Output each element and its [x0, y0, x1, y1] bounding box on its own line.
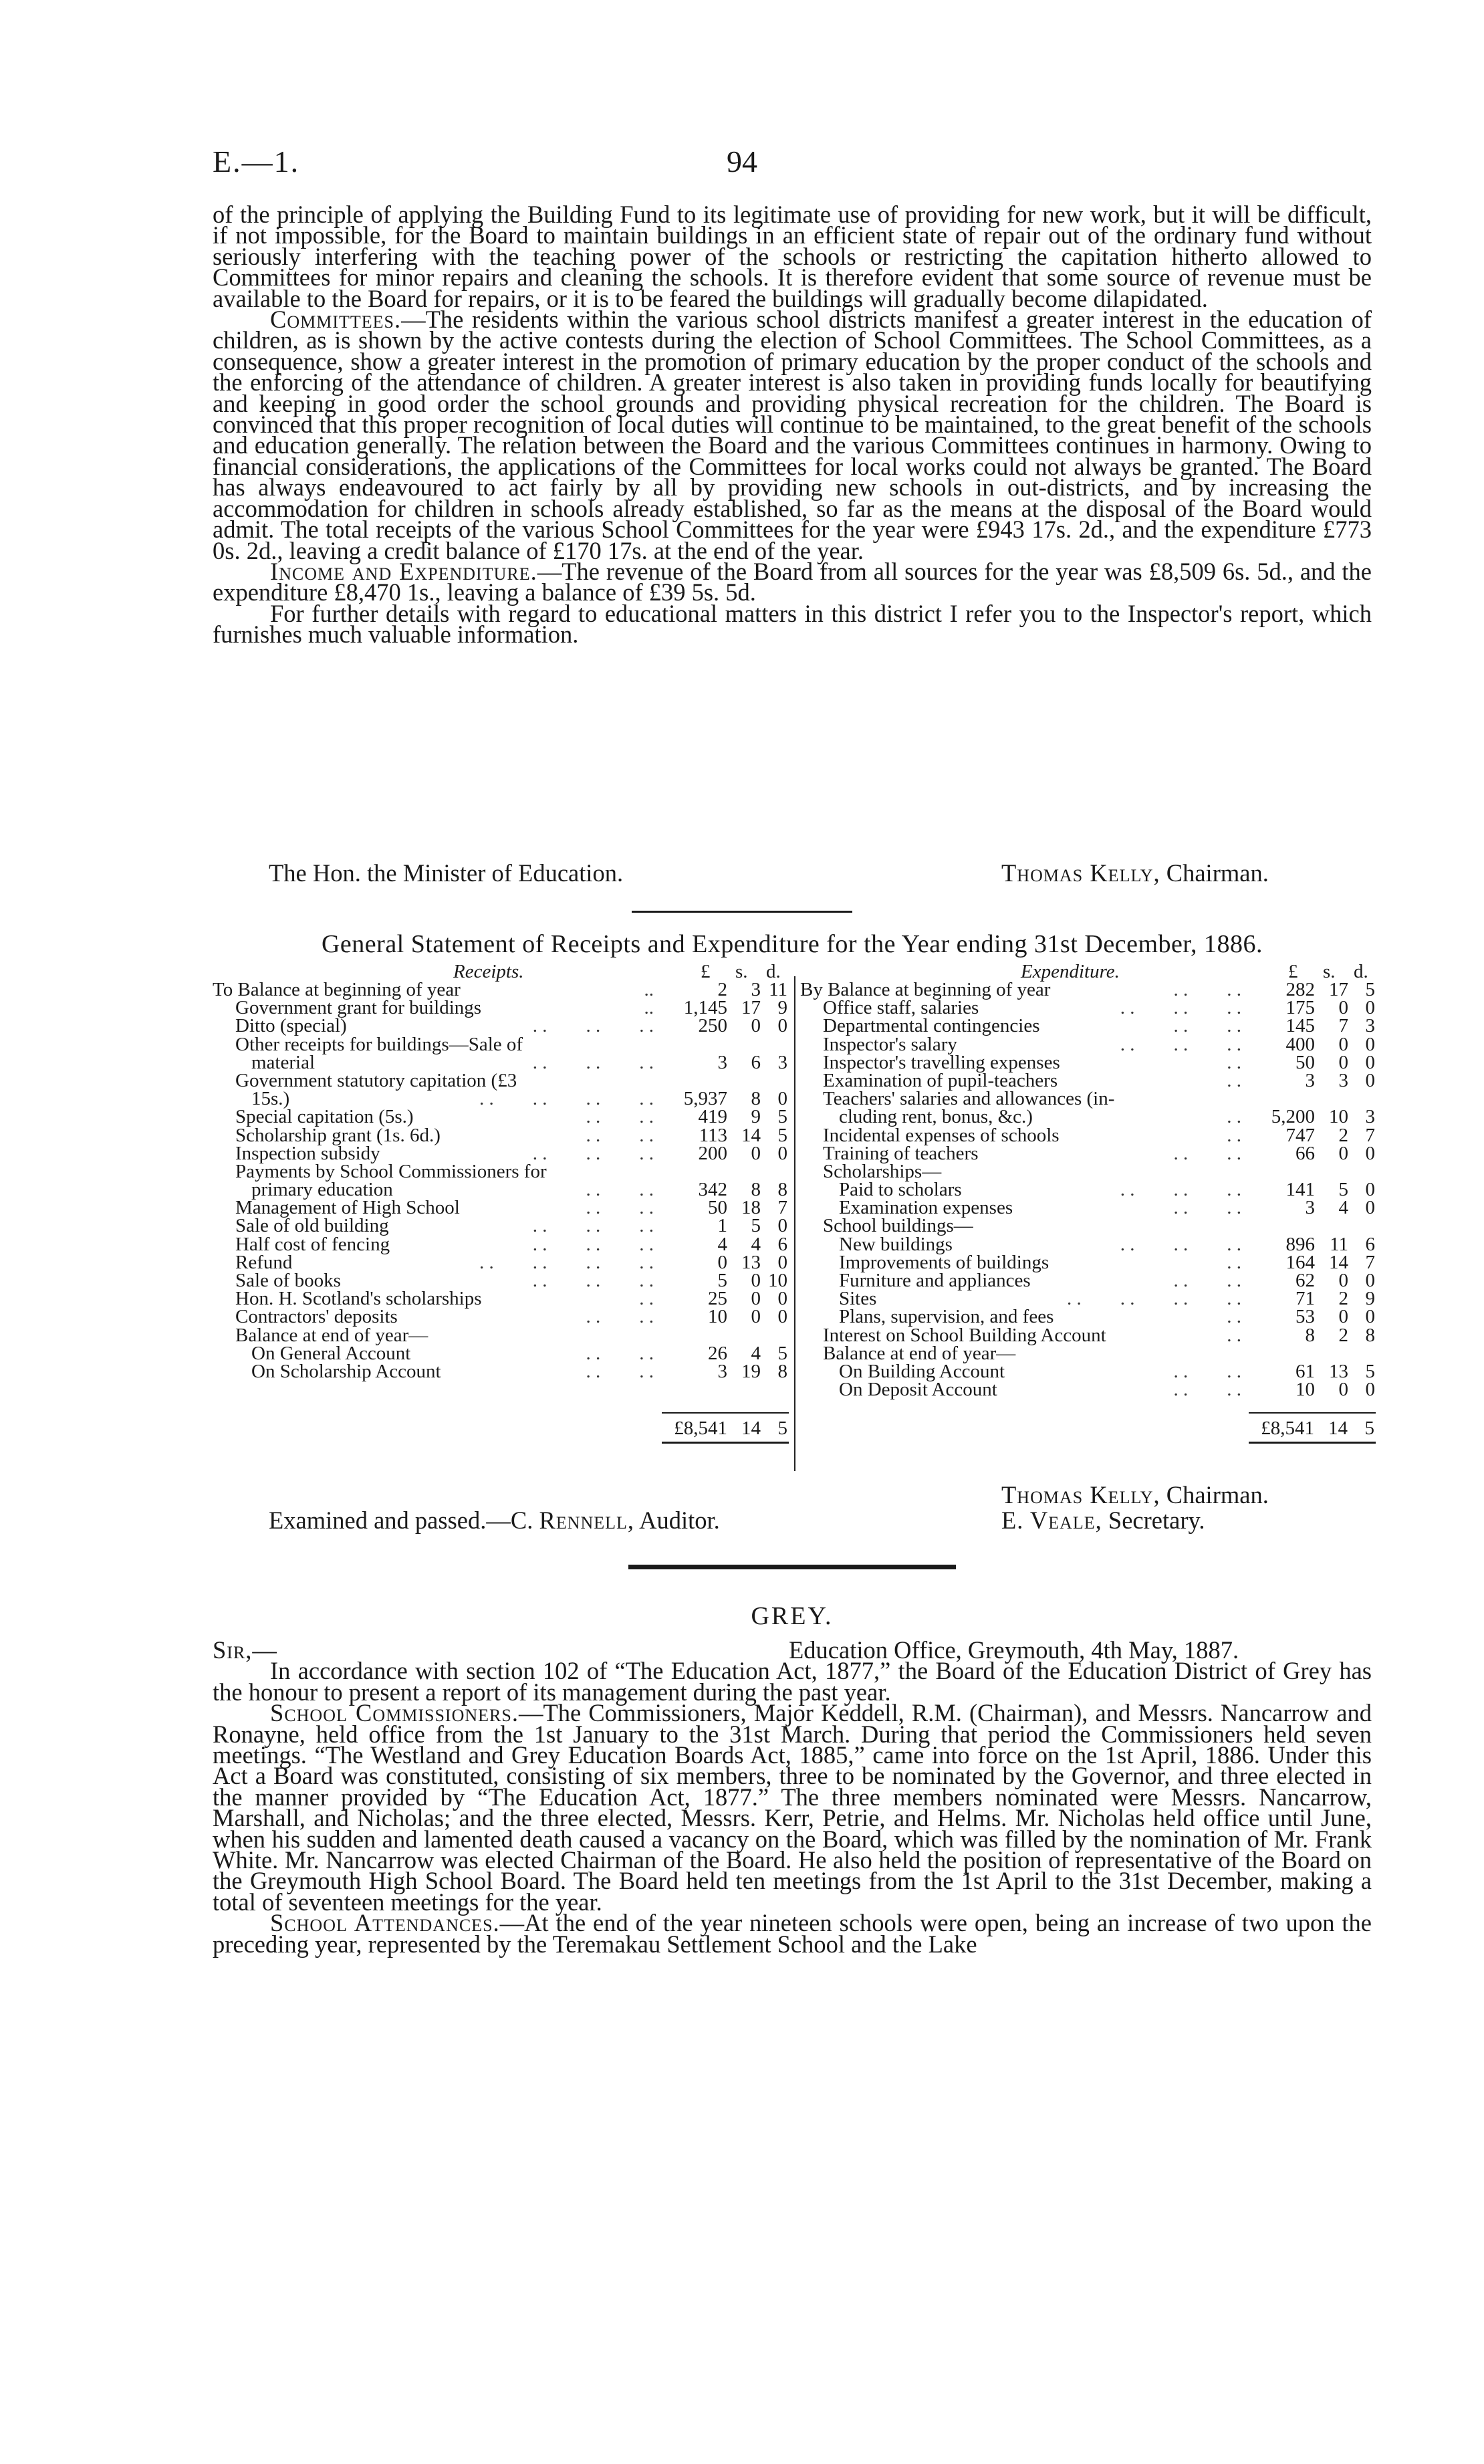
- receipts-amount-shillings: 8: [751, 1179, 761, 1201]
- receipts-amount-pence: 3: [777, 1051, 787, 1073]
- expenditure-row-label: Inspector's travelling expenses: [823, 1051, 1060, 1073]
- expenditure-column: [800, 963, 1375, 1399]
- expenditure-amount-pounds: 141: [1285, 1179, 1315, 1201]
- paragraph-attendances: School Attendances.—At the end of the year nineteen schools were open, being an increase of two upon the preceding year, represented by the Teremakau Settlement School and the Lake: [213, 1909, 1372, 1958]
- paragraph-committees: [213, 306, 1372, 564]
- expenditure-amount-pence: 0: [1365, 1069, 1375, 1091]
- receipts-row-label: 15s.): [251, 1088, 290, 1110]
- receipts-row-leader: . . . . . .: [532, 1015, 654, 1037]
- expenditure-row-label: cluding rent, bonus, &c.): [839, 1106, 1033, 1128]
- expenditure-row: [800, 1381, 1375, 1399]
- receipts-amount-shillings: 4: [751, 1342, 761, 1364]
- receipts-row-label: Government grant for buildings: [235, 997, 482, 1019]
- expenditure-amount-pounds: 164: [1285, 1251, 1315, 1273]
- receipts-row: [213, 1124, 787, 1146]
- expenditure-amount-pence: 5: [1365, 1360, 1375, 1382]
- expenditure-amount-pounds: 8: [1305, 1324, 1315, 1346]
- expenditure-row: [800, 1217, 1375, 1235]
- expenditure-row-leader: . .: [1227, 1051, 1241, 1073]
- expenditure-row: [800, 1199, 1375, 1217]
- expenditure-amount-shillings: 2: [1338, 1288, 1348, 1310]
- expenditure-row-leader: . . . .: [1173, 979, 1241, 1000]
- expenditure-row: [800, 1272, 1375, 1290]
- expenditure-row-leader: . . . . . .: [1120, 1179, 1241, 1201]
- receipts-row: [213, 1251, 787, 1273]
- expenditure-row: [800, 1108, 1375, 1126]
- expenditure-amount-shillings: 0: [1338, 1142, 1348, 1164]
- receipts-row: [213, 1199, 787, 1217]
- expenditure-caption: Expenditure.: [1021, 961, 1120, 982]
- receipts-row: [213, 1033, 787, 1055]
- receipts-amount-pounds: 3: [717, 1051, 727, 1073]
- expenditure-amount-pounds: 3: [1305, 1069, 1315, 1091]
- expenditure-row-label: Incidental expenses of schools: [823, 1124, 1060, 1146]
- receipts-row-leader: . . . . . .: [532, 1233, 654, 1255]
- receipts-amount-shillings: 14: [741, 1124, 761, 1146]
- receipts-row-leader: . . . . . .: [532, 1215, 654, 1237]
- committees-text: —The residents within the various school districts manifest a greater interest in the education of children, as is shown by the active contests during the election of School Committees. The School Committees, as a consequence, show a greater interest in the promotion of primary education by the proper conduct of the schools and the enforcing of the attendance of children. A greater interest is also taken in providing funds locally for beautifying and keeping in good order the school grounds and providing physical recreation for the children. The Board is convinced that this proper recognition of local duties will continue to be maintained, to the great benefit of the schools and education generally. The relation between the Board and the various Committees continues in harmony. Owing to financial considerations, the applications of the Committees for local works could not always be granted. The Board has always endeavoured to act fairly by all by providing new schools in out-districts, and by increasing the accommodation for children in schools already established, so far as the means at the disposal of the Board would admit. The total receipts of the various School Committees for the year were £943 17s. 2d., and the expenditure £773 0s. 2d., leaving a credit balance of £170 17s. at the end of the year.: [213, 306, 1372, 564]
- receipts-row-leader: . . . .: [586, 1342, 654, 1364]
- expenditure-row: [800, 1069, 1375, 1091]
- income-text: —The revenue of the Board from all sources for the year was £8,509 6s. 5d., and the expenditure £8,470 1s., leaving a balance of £39 5s. 5d.: [213, 557, 1372, 606]
- expenditure-row-label: Scholarships—: [823, 1160, 942, 1182]
- receipts-amount-shillings: 19: [741, 1360, 761, 1382]
- expenditure-amount-shillings: 0: [1338, 1270, 1348, 1291]
- receipts-amount-pounds: 5: [717, 1270, 727, 1291]
- expenditure-amount-shillings: 0: [1338, 1051, 1348, 1073]
- expenditure-row: [800, 1090, 1375, 1108]
- receipts-amount-shillings: 8: [751, 1088, 761, 1110]
- expenditure-row: [800, 1290, 1375, 1308]
- receipts-amount-pence: 0: [777, 1288, 787, 1310]
- expenditure-row: [800, 981, 1375, 999]
- expenditure-amount-pounds: 71: [1295, 1288, 1315, 1310]
- receipts-amount-pounds: 10: [708, 1306, 727, 1328]
- receipts-row-label: Sale of old building: [235, 1215, 389, 1237]
- expenditure-amount-shillings: 4: [1338, 1197, 1348, 1219]
- receipts-amount-pounds: 1,145: [683, 997, 727, 1019]
- receipts-row-leader: . . . .: [586, 1360, 654, 1382]
- receipts-amount-pounds: 5,937: [683, 1088, 727, 1110]
- receipts-row-label: To Balance at beginning of year: [213, 979, 461, 1000]
- receipts-row-label: Half cost of fencing: [235, 1233, 390, 1255]
- paragraph-income: [213, 557, 1372, 606]
- expenditure-amount-pence: 0: [1365, 1179, 1375, 1201]
- expenditure-amount-pounds: 53: [1295, 1306, 1315, 1328]
- expenditure-amount-pounds: 61: [1295, 1360, 1315, 1382]
- addressee: The Hon. the Minister of Education.: [269, 859, 624, 887]
- receipts-amount-pounds: 419: [698, 1106, 727, 1128]
- receipts-row: [213, 1142, 787, 1164]
- receipts-row-leader: . . . . . .: [532, 1051, 654, 1073]
- paragraph-further-details: For further details with regard to educational matters in this district I refer you to the Inspector's report, which furnishes much valuable information.: [213, 599, 1372, 649]
- receipts-amount-pounds: 2: [717, 979, 727, 1000]
- receipts-amount-shillings: 0: [751, 1142, 761, 1164]
- receipts-row: [213, 1181, 787, 1199]
- expenditure-total-rule-bottom: [1249, 1442, 1376, 1444]
- dateline: Education Office, Greymouth, 4th May, 1887.: [789, 1636, 1239, 1664]
- expenditure-amount-pounds: 896: [1285, 1233, 1315, 1255]
- receipts-row: [213, 1342, 787, 1364]
- receipts-amount-pounds: 25: [708, 1288, 727, 1310]
- report-reference: E.—1.: [213, 144, 300, 179]
- receipts-row-leader: . . . . . .: [532, 1142, 654, 1164]
- expenditure-row: [800, 1233, 1375, 1255]
- receipts-amount-pence: 11: [769, 979, 787, 1000]
- receipts-row-leader: ..: [644, 997, 654, 1019]
- income-heading: Income and Expenditure.: [270, 557, 537, 585]
- receipts-row-label: Inspection subsidy: [235, 1142, 380, 1164]
- expenditure-row: [800, 1342, 1375, 1364]
- section-divider: [632, 911, 852, 913]
- expenditure-row-label: Improvements of buildings: [839, 1251, 1049, 1273]
- receipts-total-rule-top: [662, 1412, 789, 1414]
- expenditure-amount-pounds: 747: [1285, 1124, 1315, 1146]
- receipts-row: [213, 1017, 787, 1035]
- expenditure-row: [800, 1324, 1375, 1346]
- receipts-row: [213, 1108, 787, 1126]
- receipts-amount-shillings: 6: [751, 1051, 761, 1073]
- expenditure-row: [800, 1251, 1375, 1273]
- receipts-amount-pence: 0: [777, 1306, 787, 1328]
- receipts-row: [213, 1360, 787, 1382]
- receipts-row: [213, 1160, 787, 1182]
- receipts-row-leader: . . . .: [586, 1124, 654, 1146]
- expenditure-row-label: Plans, supervision, and fees: [839, 1306, 1054, 1328]
- receipts-amount-pounds: 4: [717, 1233, 727, 1255]
- receipts-amount-pence: 0: [777, 1015, 787, 1037]
- receipts-amount-pence: 0: [777, 1215, 787, 1237]
- expenditure-row: [800, 1017, 1375, 1035]
- receipts-row-label: On Scholarship Account: [251, 1360, 441, 1382]
- expenditure-row-label: Furniture and appliances: [839, 1270, 1031, 1291]
- receipts-row-label: Scholarship grant (1s. 6d.): [235, 1124, 441, 1146]
- receipts-row-leader: . .: [639, 1288, 654, 1310]
- receipts-amount-pence: 9: [777, 997, 787, 1019]
- expenditure-amount-shillings: 13: [1329, 1360, 1348, 1382]
- expenditure-row-label: Office staff, salaries: [823, 997, 979, 1019]
- expenditure-row: [800, 1142, 1375, 1164]
- receipts-amount-shillings: 3: [751, 979, 761, 1000]
- expenditure-amount-shillings: 10: [1329, 1106, 1348, 1128]
- receipts-amount-shillings: 18: [741, 1197, 761, 1219]
- expenditure-row-leader: . .: [1227, 1251, 1241, 1273]
- receipts-row: [213, 999, 787, 1017]
- receipts-amount-pounds: 250: [698, 1015, 727, 1037]
- expenditure-amount-shillings: 11: [1330, 1233, 1348, 1255]
- receipts-row-label: Contractors' deposits: [235, 1306, 398, 1328]
- report-body-upper: [213, 201, 1372, 649]
- receipts-row-label: Management of High School: [235, 1197, 460, 1219]
- expenditure-row-label: Teachers' salaries and allowances (in-: [823, 1088, 1115, 1110]
- receipts-amount-pounds: 113: [699, 1124, 727, 1146]
- salutation-line: [213, 1636, 1372, 1664]
- secretary-signature: E. Veale, Secretary.: [1001, 1506, 1205, 1534]
- expenditure-amount-pence: 0: [1365, 1033, 1375, 1055]
- receipts-row-label: material: [251, 1051, 316, 1073]
- expenditure-row: [800, 1181, 1375, 1199]
- expenditure-amount-pence: 5: [1365, 979, 1375, 1000]
- expenditure-row-leader: . . . .: [1173, 1197, 1241, 1219]
- receipts-amount-shillings: 13: [741, 1251, 761, 1273]
- receipts-amount-pounds: 200: [698, 1142, 727, 1164]
- receipts-header: Receipts. £ s. d.: [453, 961, 781, 982]
- receipts-amount-pence: 5: [777, 1106, 787, 1128]
- expenditure-amount-pence: 9: [1365, 1288, 1375, 1310]
- expenditure-row: [800, 1160, 1375, 1182]
- expenditure-row-leader: . . . . . . . .: [1067, 1288, 1241, 1310]
- expenditure-row-leader: . . . .: [1173, 1015, 1241, 1037]
- expenditure-row-label: Inspector's salary: [823, 1033, 957, 1055]
- receipts-amount-shillings: 5: [751, 1215, 761, 1237]
- receipts-row: [213, 1051, 787, 1073]
- receipts-row-label: Sale of books: [235, 1270, 341, 1291]
- receipts-amount-pence: 8: [777, 1179, 787, 1201]
- receipts-amount-pence: 10: [768, 1270, 787, 1291]
- expenditure-row: [800, 1124, 1375, 1146]
- receipts-row: [213, 1290, 787, 1308]
- expenditure-row-leader: . . . .: [1173, 1379, 1241, 1401]
- receipts-row-label: On General Account: [251, 1342, 411, 1364]
- expenditure-amount-pounds: 66: [1295, 1142, 1315, 1164]
- expenditure-amount-pence: 0: [1365, 1379, 1375, 1401]
- receipts-amount-pence: 5: [777, 1124, 787, 1146]
- expenditure-amount-shillings: 5: [1338, 1179, 1348, 1201]
- expenditure-row-label: Examination expenses: [839, 1197, 1013, 1219]
- expenditure-row-label: Departmental contingencies: [823, 1015, 1040, 1037]
- receipts-amount-pounds: 26: [708, 1342, 727, 1364]
- expenditure-amount-pence: 8: [1365, 1324, 1375, 1346]
- expenditure-row-label: New buildings: [839, 1233, 953, 1255]
- expenditure-row-label: Balance at end of year—: [823, 1342, 1016, 1364]
- statement-title: General Statement of Receipts and Expenditure for the Year ending 31st December, 1886.: [321, 930, 1263, 958]
- receipts-rows: [213, 981, 787, 1381]
- receipts-total-rule-bottom: [662, 1442, 789, 1444]
- expenditure-amount-pence: 0: [1365, 1197, 1375, 1219]
- expenditure-amount-pounds: 10: [1295, 1379, 1315, 1401]
- receipts-row-leader: . . . .: [586, 1197, 654, 1219]
- page-number: 94: [727, 144, 757, 179]
- receipts-row-leader: ..: [644, 979, 654, 1000]
- receipts-row: [213, 981, 787, 999]
- expenditure-amount-pounds: 400: [1285, 1033, 1315, 1055]
- receipts-amount-pounds: 0: [717, 1251, 727, 1273]
- expenditure-amount-pence: 3: [1365, 1106, 1375, 1128]
- expenditure-amount-pence: 0: [1365, 997, 1375, 1019]
- expenditure-row-leader: . .: [1227, 1106, 1241, 1128]
- receipts-row-label: Payments by School Commissioners for: [235, 1160, 547, 1182]
- receipts-row-leader: . . . . . . . .: [479, 1088, 654, 1110]
- receipts-amount-shillings: 0: [751, 1306, 761, 1328]
- grey-intro: In accordance with section 102 of “The Education Act, 1877,” the Board of the Education District of Grey has the honour to present a report of its management during the past year.: [213, 1657, 1372, 1706]
- expenditure-row-leader: . .: [1227, 1069, 1241, 1091]
- receipts-amount-pence: 0: [777, 1142, 787, 1164]
- expenditure-row-label: School buildings—: [823, 1215, 973, 1237]
- receipts-row-label: Refund: [235, 1251, 293, 1273]
- expenditure-amount-pounds: 5,200: [1271, 1106, 1315, 1128]
- expenditure-amount-shillings: 0: [1338, 997, 1348, 1019]
- expenditure-row-label: By Balance at beginning of year: [800, 979, 1051, 1000]
- receipts-caption: Receipts.: [453, 961, 524, 982]
- receipts-amount-pence: 0: [777, 1251, 787, 1273]
- expenditure-amount-shillings: 2: [1338, 1124, 1348, 1146]
- expenditure-row-leader: . . . .: [1173, 1270, 1241, 1291]
- receipts-row: [213, 1069, 787, 1091]
- expenditure-row-leader: . . . . . .: [1120, 1033, 1241, 1055]
- receipts-row-leader: . . . . . .: [532, 1270, 654, 1291]
- receipts-amount-shillings: 0: [751, 1270, 761, 1291]
- expenditure-row-leader: . . . .: [1173, 1360, 1241, 1382]
- expenditure-row-leader: . .: [1227, 1324, 1241, 1346]
- receipts-row: [213, 1217, 787, 1235]
- receipts-amount-shillings: 17: [741, 997, 761, 1019]
- receipts-row: [213, 1233, 787, 1255]
- receipts-amount-pence: 7: [777, 1197, 787, 1219]
- receipts-row: [213, 1272, 787, 1290]
- receipts-row-label: Balance at end of year—: [235, 1324, 428, 1346]
- expenditure-row-leader: . . . . . .: [1120, 997, 1241, 1019]
- paragraph-building-fund: of the principle of applying the Building Fund to its legitimate use of providing for new work, but it will be difficult, if not impossible, for the Board to maintain buildings in an efficient state of repair out of the ordinary fund without seriously interfering with the teaching power of the schools or restricting the capitation hitherto allowed to Committees for minor repairs and cleaning the schools. It is therefore evident that some source of revenue must be available to the Board for repairs, or it is to be feared the buildings will gradually become dilapidated.: [213, 201, 1372, 312]
- receipts-column: [213, 963, 787, 1381]
- receipts-total: £8,541 14 5: [674, 1418, 787, 1439]
- expenditure-amount-shillings: 14: [1329, 1251, 1348, 1273]
- receipts-amount-shillings: 9: [751, 1106, 761, 1128]
- expenditure-amount-pence: 0: [1365, 1142, 1375, 1164]
- receipts-row-label: Hon. H. Scotland's scholarships: [235, 1288, 482, 1310]
- thick-section-divider: [628, 1565, 956, 1569]
- expenditure-row-label: On Building Account: [839, 1360, 1005, 1382]
- receipts-amount-pence: 6: [777, 1233, 787, 1255]
- expenditure-amount-pounds: 62: [1295, 1270, 1315, 1291]
- expenditure-total: £8,541 14 5: [1261, 1418, 1374, 1439]
- expenditure-amount-pence: 6: [1365, 1233, 1375, 1255]
- salutation: Sir,—: [213, 1636, 277, 1664]
- expenditure-amount-pence: 7: [1365, 1124, 1375, 1146]
- receipts-row-label: Other receipts for buildings—Sale of: [235, 1033, 523, 1055]
- expenditure-row-label: Examination of pupil-teachers: [823, 1069, 1058, 1091]
- receipts-amount-pounds: 342: [698, 1179, 727, 1201]
- receipts-amount-shillings: 0: [751, 1015, 761, 1037]
- expenditure-row-leader: . .: [1227, 1306, 1241, 1328]
- expenditure-row-label: Paid to scholars: [839, 1179, 962, 1201]
- expenditure-total-rule-top: [1249, 1412, 1376, 1414]
- expenditure-amount-pounds: 282: [1285, 979, 1315, 1000]
- expenditure-row-label: Interest on School Building Account: [823, 1324, 1106, 1346]
- receipts-amount-pence: 8: [777, 1360, 787, 1382]
- expenditure-row-leader: . .: [1227, 1124, 1241, 1146]
- receipts-amount-pounds: 1: [717, 1215, 727, 1237]
- expenditure-amount-pounds: 50: [1295, 1051, 1315, 1073]
- expenditure-row: [800, 1051, 1375, 1073]
- receipts-row: [213, 1308, 787, 1326]
- expenditure-row: [800, 1360, 1375, 1382]
- receipts-amount-shillings: 0: [751, 1288, 761, 1310]
- auditor-line: Examined and passed.—C. Rennell, Auditor.: [269, 1506, 720, 1534]
- expenditure-amount-shillings: 0: [1338, 1033, 1348, 1055]
- expenditure-row-label: Training of teachers: [823, 1142, 979, 1164]
- receipts-row-leader: . . . .: [586, 1179, 654, 1201]
- expenditure-row-leader: . . . .: [1173, 1142, 1241, 1164]
- receipts-amount-pence: 5: [777, 1342, 787, 1364]
- receipts-amount-pence: 0: [777, 1088, 787, 1110]
- receipts-row-label: Government statutory capitation (£3: [235, 1069, 517, 1091]
- column-divider: [794, 976, 795, 1471]
- receipts-row-leader: . . . .: [586, 1306, 654, 1328]
- expenditure-amount-shillings: 3: [1338, 1069, 1348, 1091]
- expenditure-row: [800, 999, 1375, 1017]
- receipts-row-leader: . . . . . . . .: [479, 1251, 654, 1273]
- expenditure-amount-pounds: 3: [1305, 1197, 1315, 1219]
- grey-heading: GREY.: [751, 1602, 834, 1630]
- receipts-row: [213, 1324, 787, 1346]
- expenditure-amount-shillings: 0: [1338, 1379, 1348, 1401]
- receipts-row-label: primary education: [251, 1179, 393, 1201]
- committees-heading: Committees.: [270, 306, 402, 334]
- expenditure-amount-pence: 0: [1365, 1270, 1375, 1291]
- receipts-amount-pounds: 50: [708, 1197, 727, 1219]
- receipts-row-label: Ditto (special): [235, 1015, 347, 1037]
- expenditure-amount-pounds: 145: [1285, 1015, 1315, 1037]
- expenditure-row: [800, 1308, 1375, 1326]
- expenditure-rows: [800, 981, 1375, 1399]
- receipts-amount-pounds: 3: [717, 1360, 727, 1382]
- expenditure-header: Expenditure. £ s. d.: [1021, 961, 1368, 982]
- expenditure-row: [800, 1033, 1375, 1055]
- paragraph-commissioners: School Commissioners.—The Commissioners, Major Keddell, R.M. (Chairman), and Messrs. Nancarrow and Ronayne, held office from the 1st January to the 31st March. During that period the Commissioners held seven meetings. “The Westland and Grey Education Boards Act, 1885,” came into force on the 1st April, 1886. Under this Act a Board was constituted, consisting of six members, three to be nominated by the Governor, and three elected in the manner provided by “The Education Act, 1877.” The three members nominated were Messrs. Nancarrow, Marshall, and Nicholas; and the three elected, Messrs. Kerr, Petrie, and Helms. Mr. Nicholas held office until June, when his sudden and lamented death caused a vacancy on the Board, which was filled by the nomination of Mr. Frank White. Mr. Nancarrow was elected Chairman of the Board. He also held the position of representative of the Board on the Greymouth High School Board. The Board held ten meetings from the 1st April to the 31st December, making a total of seventeen meetings for the year.: [213, 1699, 1372, 1916]
- expenditure-row-leader: . . . . . .: [1120, 1233, 1241, 1255]
- expenditure-amount-pence: 7: [1365, 1251, 1375, 1273]
- expenditure-amount-pence: 0: [1365, 1306, 1375, 1328]
- receipts-amount-shillings: 4: [751, 1233, 761, 1255]
- expenditure-amount-shillings: 2: [1338, 1324, 1348, 1346]
- expenditure-amount-shillings: 0: [1338, 1306, 1348, 1328]
- chairman-signature: Thomas Kelly, Chairman.: [1001, 859, 1269, 887]
- receipts-row-label: Special capitation (5s.): [235, 1106, 414, 1128]
- expenditure-amount-pence: 3: [1365, 1015, 1375, 1037]
- expenditure-amount-pounds: 175: [1285, 997, 1315, 1019]
- receipts-row: [213, 1090, 787, 1108]
- expenditure-row-label: On Deposit Account: [839, 1379, 997, 1401]
- grey-report-body: [213, 1636, 1372, 1958]
- expenditure-amount-pence: 0: [1365, 1051, 1375, 1073]
- expenditure-amount-shillings: 7: [1338, 1015, 1348, 1037]
- expenditure-row-label: Sites: [839, 1288, 877, 1310]
- expenditure-amount-shillings: 17: [1329, 979, 1348, 1000]
- receipts-row-leader: . . . .: [586, 1106, 654, 1128]
